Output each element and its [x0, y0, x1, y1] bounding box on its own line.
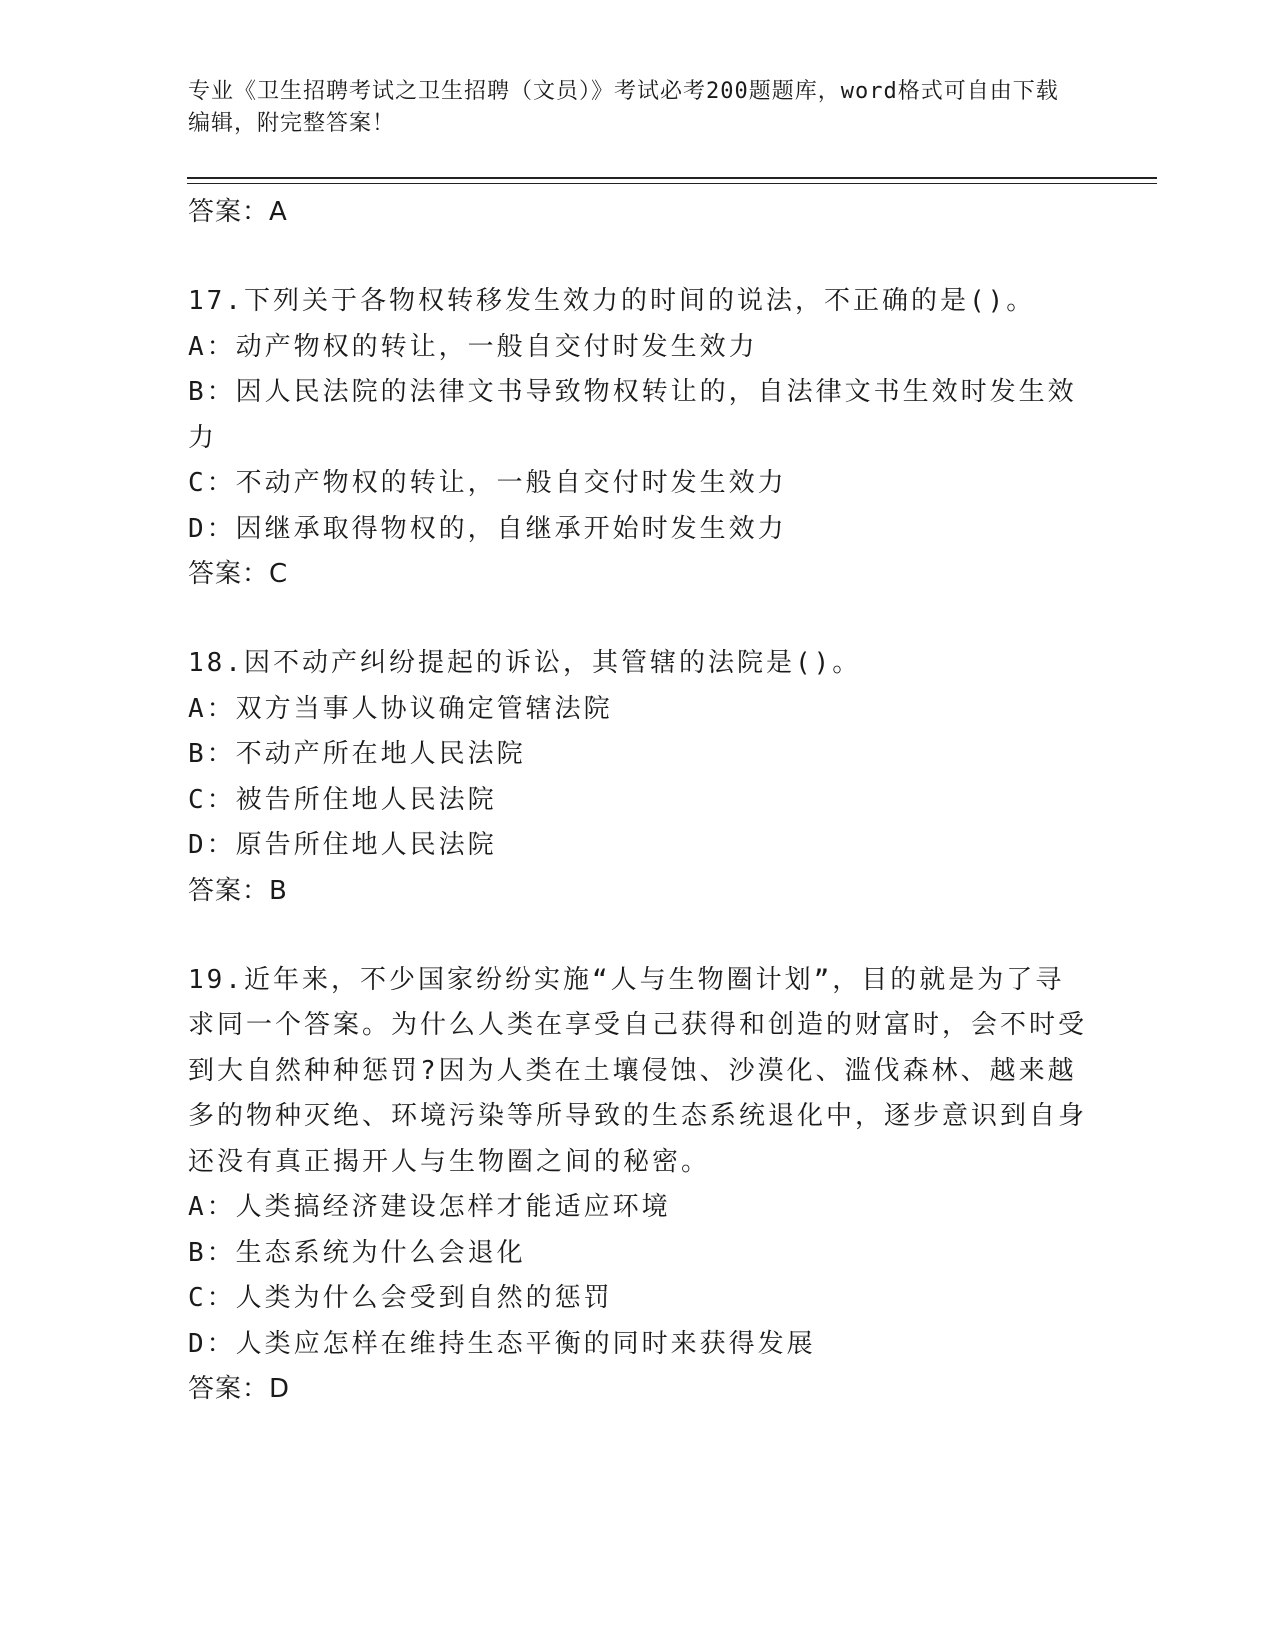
option-c: C：不动产物权的转让，一般自交付时发生效力: [188, 468, 787, 498]
option-c: C：人类为什么会受到自然的惩罚: [188, 1283, 613, 1313]
header-divider: [187, 177, 1157, 179]
previous-answer: 答案：A: [188, 197, 288, 227]
question-stem: 18.因不动产纠纷提起的诉讼，其管辖的法院是()。: [188, 648, 862, 678]
option-b: B：生态系统为什么会退化: [188, 1237, 526, 1268]
option-a: A：双方当事人协议确定管辖法院: [188, 693, 613, 724]
header-divider-thin: [187, 183, 1157, 184]
question-stem: 19.近年来，不少国家纷纷实施“人与生物圈计划”，目的就是为了寻求同一个答案。为什么人类在享受自己获得和创造的财富时，会不时受到大自然种种惩罚?因为人类在土壤侵蚀、沙漠化、滥伐森林、越来越多的物种灭绝、环境污染等所导致的生态系统退化中，逐步意识到自身还没有真正揭开人与生物圈之间的秘密。: [188, 964, 1088, 1177]
question-17: [188, 279, 1088, 596]
answer-line: 答案：D: [188, 1374, 291, 1404]
option-d: D：人类应怎样在维持生态平衡的同时来获得发展: [188, 1328, 816, 1359]
option-a: A：人类搞经济建设怎样才能适应环境: [188, 1192, 671, 1222]
option-b: B：因人民法院的法律文书导致物权转让的，自法律文书生效时发生效力: [188, 377, 1077, 453]
question-list: [188, 190, 1088, 1411]
option-c: C：被告所住地人民法院: [188, 784, 497, 815]
option-a: A：动产物权的转让，一般自交付时发生效力: [188, 331, 758, 362]
option-d: D：原告所住地人民法院: [188, 830, 497, 860]
document-header: 专业《卫生招聘考试之卫生招聘（文员）》考试必考200题题库，word格式可自由下载编辑，附完整答案！: [188, 79, 1059, 136]
question-19: [188, 958, 1088, 1412]
option-d: D：因继承取得物权的，自继承开始时发生效力: [188, 513, 787, 544]
question-stem: 17.下列关于各物权转移发生效力的时间的说法，不正确的是()。: [188, 286, 1036, 316]
option-b: B：不动产所在地人民法院: [188, 739, 526, 769]
answer-line: 答案：C: [188, 559, 289, 589]
question-18: [188, 641, 1088, 913]
answer-line: 答案：B: [188, 875, 288, 906]
